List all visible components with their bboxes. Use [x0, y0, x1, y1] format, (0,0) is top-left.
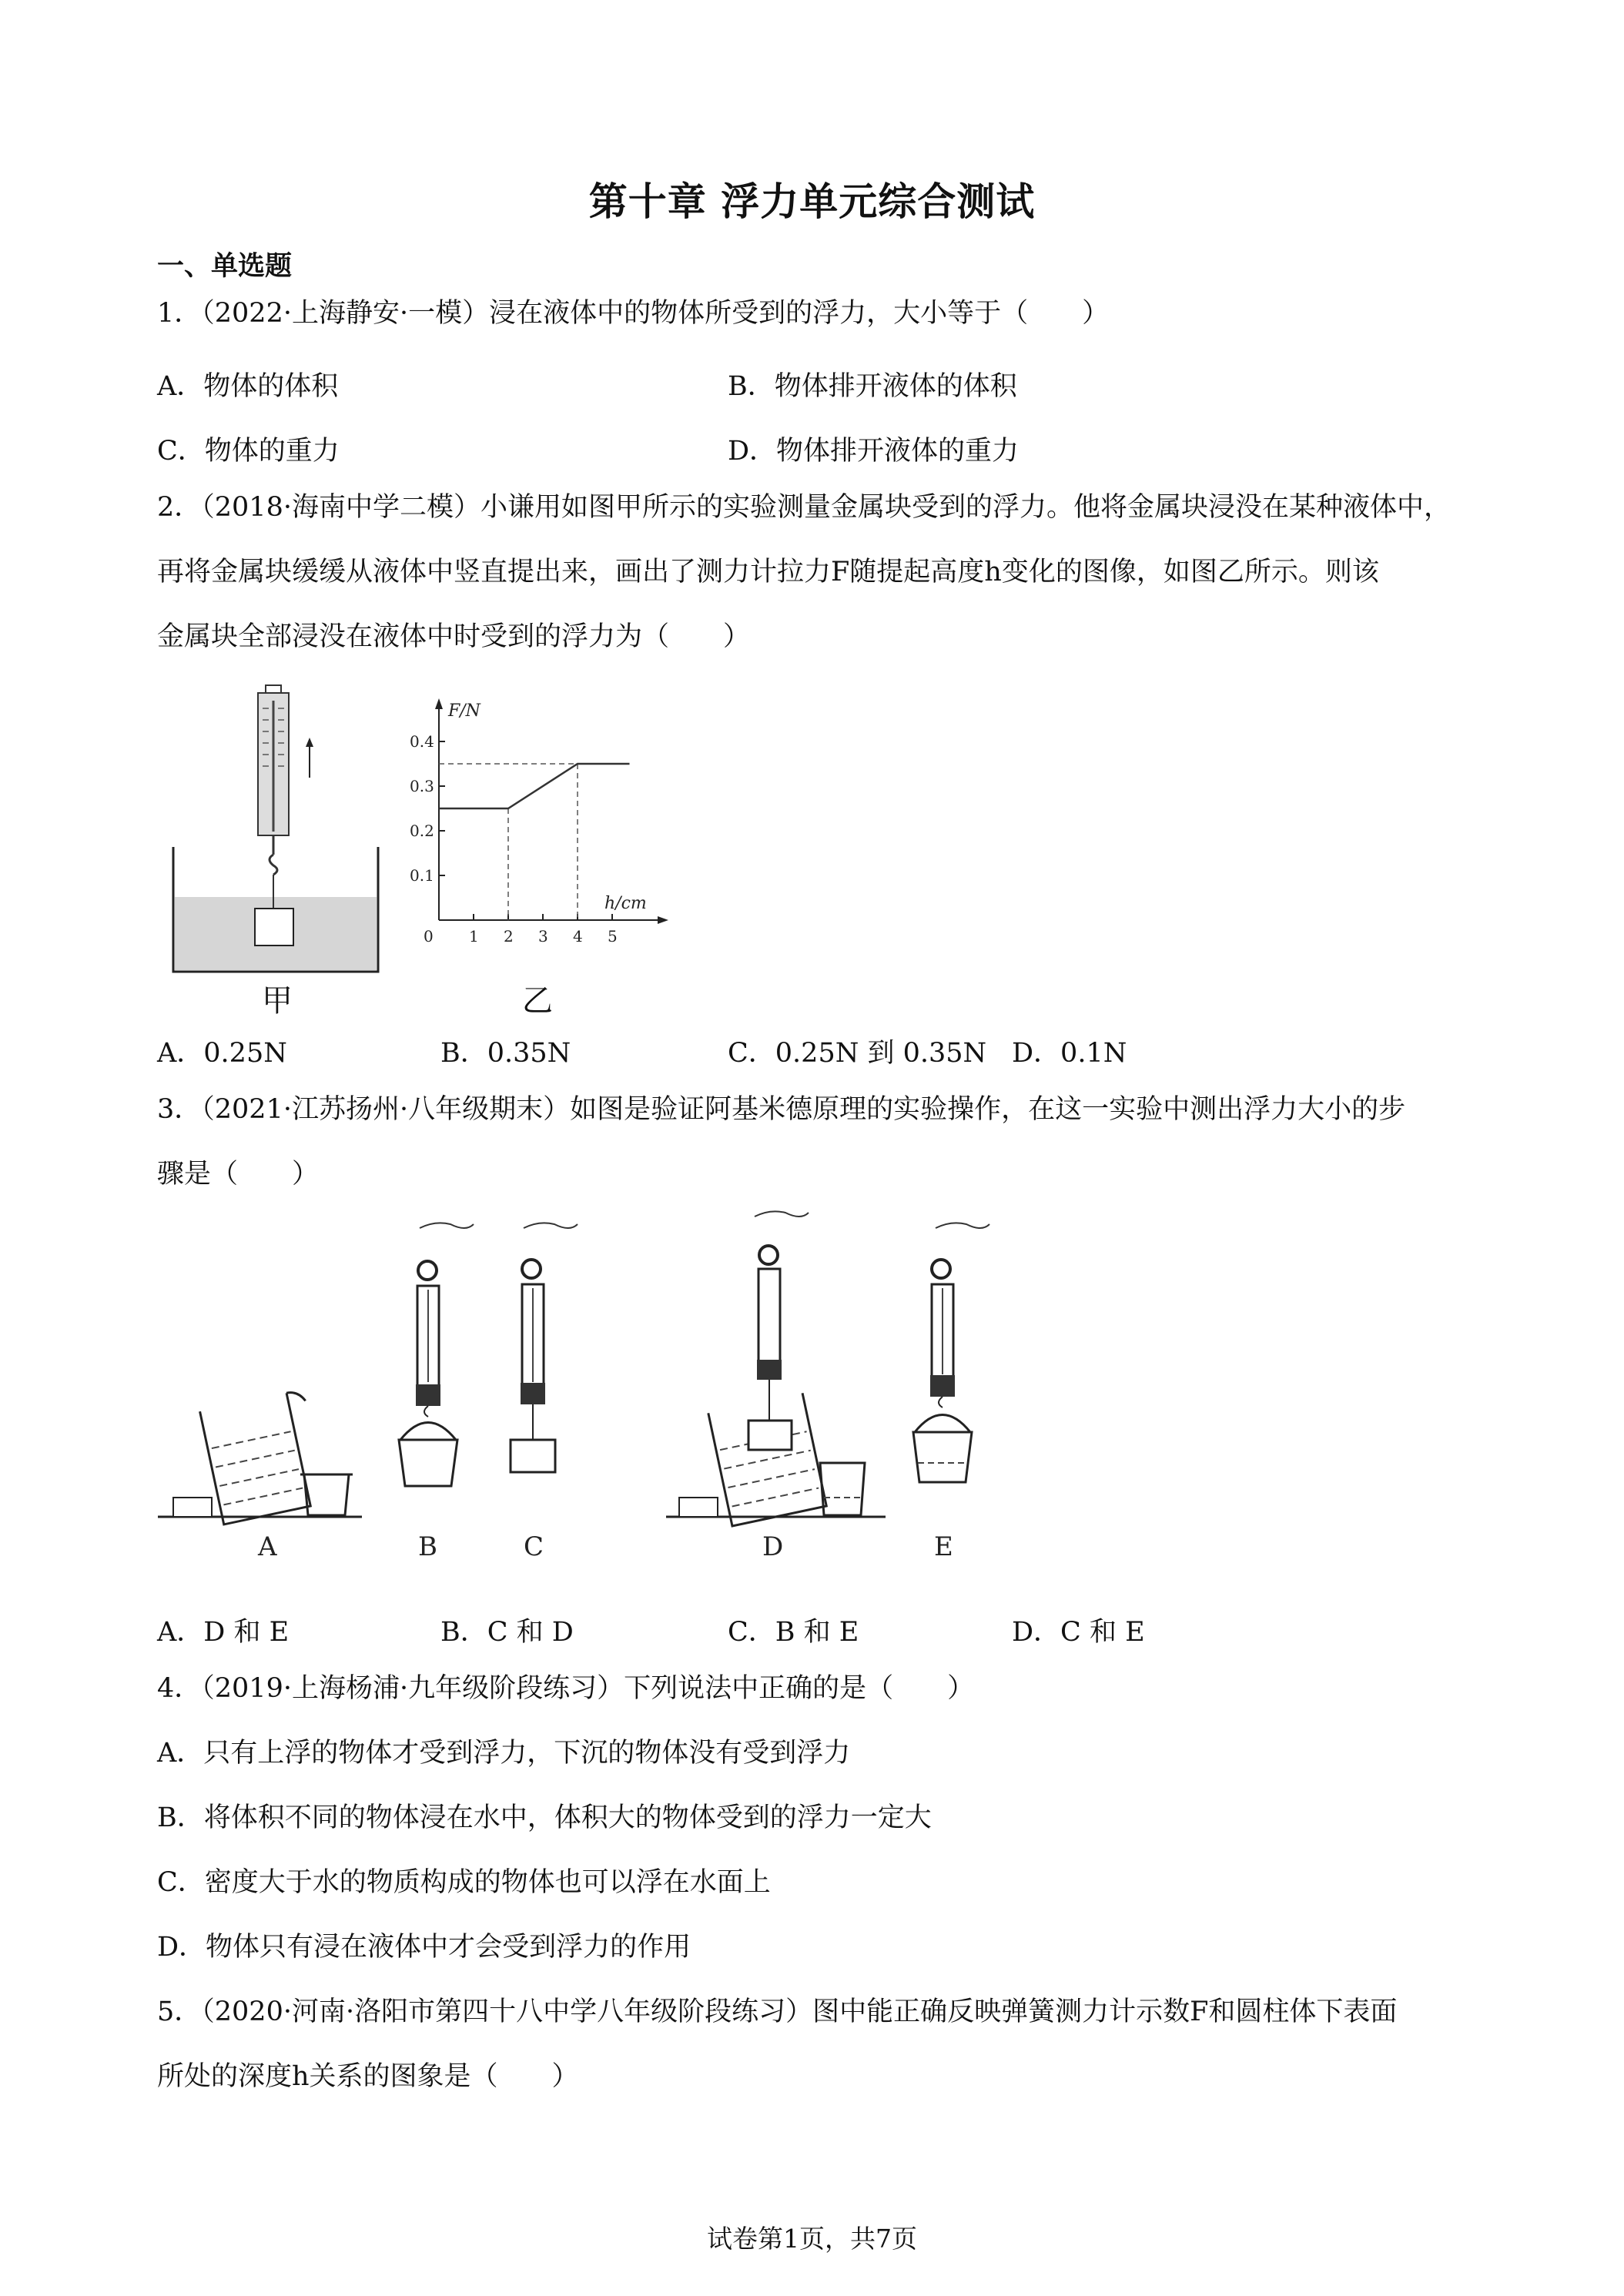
- step-d-immersion: [666, 1211, 886, 1526]
- step-label-a: A: [258, 1531, 277, 1562]
- q1-option-d: D．物体排开液体的重力: [728, 436, 1020, 467]
- graph-f-h-curve: [439, 764, 630, 808]
- figure-jia-label: 甲: [262, 983, 293, 1019]
- q3-stem-line1: 3．（2021·江苏扬州·八年级期末）如图是验证阿基米德原理的实验操作，在这一实验中测出浮力大小的步: [157, 1094, 1406, 1125]
- q3-option-c: C．B 和 E: [728, 1617, 859, 1648]
- step-label-b: B: [418, 1531, 437, 1562]
- graph-origin-label: 0: [424, 927, 434, 946]
- graph-x-tick-label: 3: [538, 927, 548, 946]
- page-title: 第十章 浮力单元综合测试: [588, 179, 1036, 224]
- graph-y-tick-label: 0.2: [410, 822, 434, 840]
- figure-yi-label: 乙: [522, 983, 553, 1019]
- q4-option-a: A．只有上浮的物体才受到浮力，下沉的物体没有受到浮力: [157, 1738, 851, 1769]
- q1-option-a: A．物体的体积: [157, 371, 339, 402]
- q4-option-c: C．密度大于水的物质构成的物体也可以浮在水面上: [157, 1867, 771, 1898]
- q2-option-a: A．0.25N: [157, 1038, 287, 1069]
- section-heading: 一、单选题: [157, 251, 293, 282]
- q2-option-c: C．0.25N 到 0.35N: [728, 1038, 987, 1069]
- figure-jia-spring-scale: [166, 678, 397, 1001]
- graph-y-tick-label: 0.4: [410, 732, 434, 751]
- q4-stem: 4．（2019·上海杨浦·九年级阶段练习）下列说法中正确的是（ ）: [157, 1673, 975, 1704]
- q5-stem-line2: 所处的深度h关系的图象是（ ）: [157, 2061, 579, 2092]
- graph-y-axis-label: F/N: [448, 701, 481, 721]
- q2-option-b: B．0.35N: [440, 1038, 571, 1069]
- step-label-d: D: [762, 1531, 784, 1562]
- graph-x-tick-label: 5: [608, 927, 618, 946]
- step-label-c: C: [524, 1531, 544, 1562]
- graph-x-tick-label: 2: [504, 927, 514, 946]
- step-c-scale-block: [511, 1223, 578, 1472]
- q4-option-b: B．将体积不同的物体浸在水中，体积大的物体受到的浮力一定大: [157, 1802, 932, 1833]
- figure-yi-graph: [408, 689, 685, 951]
- q5-stem-line1: 5．（2020·河南·洛阳市第四十八中学八年级阶段练习）图中能正确反映弹簧测力计示数F和圆柱体下表面: [157, 1996, 1398, 2027]
- q3-option-b: B．C 和 D: [440, 1617, 574, 1648]
- q2-stem-line2: 再将金属块缓缓从液体中竖直提出来，画出了测力计拉力F随提起高度h变化的图像，如图乙所示。则该: [157, 557, 1379, 587]
- q2-option-d: D．0.1N: [1012, 1038, 1127, 1069]
- q3-stem-line2: 骤是（ ）: [157, 1159, 320, 1190]
- graph-y-tick-label: 0.1: [410, 866, 434, 885]
- step-b-scale-bucket: [399, 1223, 474, 1486]
- graph-y-tick-label: 0.3: [410, 777, 434, 795]
- figure-archimedes-steps: [154, 1209, 1001, 1578]
- q2-stem-line1: 2．（2018·海南中学二模）小谦用如图甲所示的实验测量金属块受到的浮力。他将金属块浸没在某种液体中，: [157, 492, 1451, 523]
- q3-option-a: A．D 和 E: [157, 1617, 290, 1648]
- graph-x-tick-label: 4: [573, 927, 583, 946]
- step-e-scale-bucket: [913, 1223, 989, 1482]
- step-a-beaker: [158, 1390, 362, 1525]
- q2-stem-line3: 金属块全部浸没在液体中时受到的浮力为（ ）: [157, 621, 751, 652]
- q4-option-d: D．物体只有浸在液体中才会受到浮力的作用: [157, 1932, 691, 1963]
- q1-option-c: C．物体的重力: [157, 436, 340, 467]
- graph-x-axis-label: h/cm: [604, 894, 647, 913]
- q1-stem: 1．（2022·上海静安·一模）浸在液体中的物体所受到的浮力，大小等于（ ）: [157, 298, 1110, 329]
- q3-option-d: D．C 和 E: [1012, 1617, 1145, 1648]
- step-label-e: E: [934, 1531, 953, 1562]
- graph-x-tick-label: 1: [469, 927, 479, 946]
- q1-option-b: B．物体排开液体的体积: [728, 371, 1017, 402]
- page-footer: 试卷第1页，共7页: [707, 2224, 917, 2254]
